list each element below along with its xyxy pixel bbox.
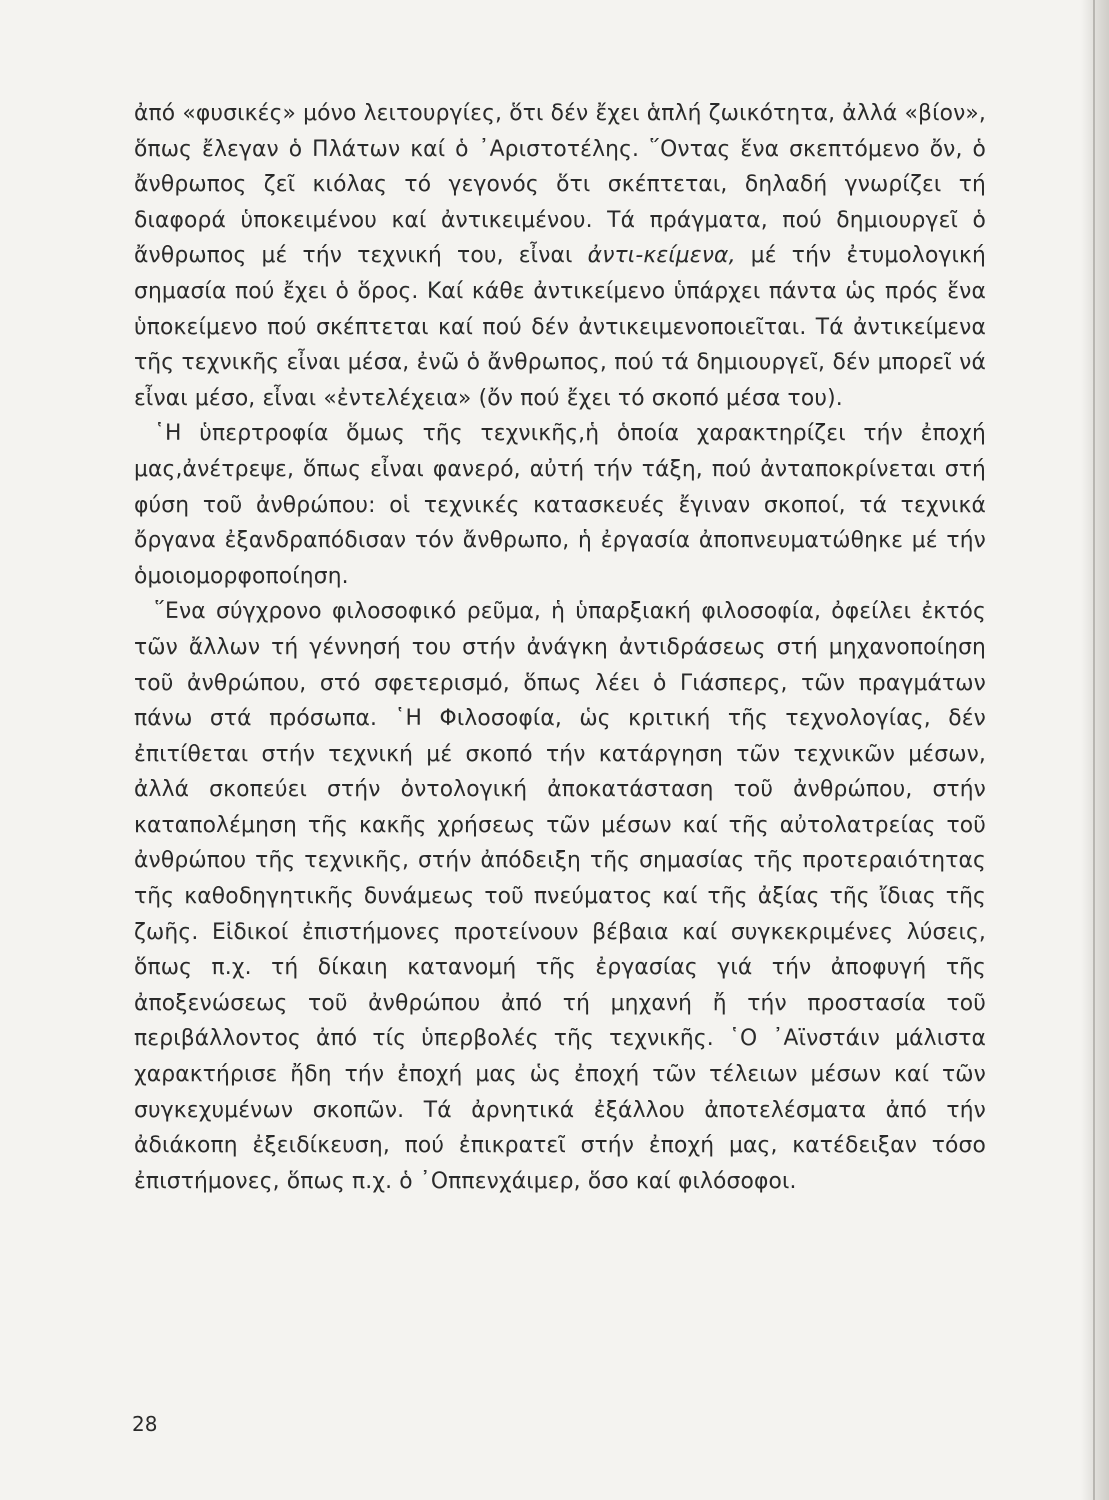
paragraph-1 bbox=[134, 96, 986, 416]
emphasis-anti-keimena: ἀντι-κείμενα, bbox=[587, 243, 736, 269]
paragraph-1-start: ἀπό «φυσικές» μόνο λειτουργίες, ὅτι δέν ἔχει ἁπλή ζωικότητα, ἀλλά «βίον», ὅπως ἔλεγαν ὁ Πλάτων καί ὁ ᾿Αριστοτέλης. ῞Οντας ἕνα σκεπτόμενο ὄν, ὁ ἄνθρωπος ζεῖ κιόλας τό γεγονός ὅτι σκέπτεται, δηλαδή γνωρίζει τή διαφορά ὑποκειμένου καί ἀντικειμένου. Τά πράγματα, πού δημιουργεῖ ὁ ἄνθρωπος μέ τήν τεχνική του, εἶναι bbox=[134, 101, 986, 269]
paragraph-1-end: μέ τήν ἐτυμολογική σημασία πού ἔχει ὁ ὅρος. Καί κάθε ἀντικείμενο ὑπάρχει πάντα ὡς πρός ἕνα ὑποκείμενο πού σκέπτεται καί πού δέν ἀντικειμενοποιεῖται. Τά ἀντικείμενα τῆς τεχνικῆς εἶναι μέσα, ἐνῶ ὁ ἄνθρωπος, πού τά δημιουργεῖ, δέν μπορεῖ νά εἶναι μέσο, εἶναι «ἐντελέχεια» (ὄν πού ἔχει τό σκοπό μέσα του). bbox=[134, 243, 986, 411]
paragraph-2: ῾Η ὑπερτροφία ὅμως τῆς τεχνικῆς,ἡ ὁποία χαρακτηρίζει τήν ἐποχή μας,ἀνέτρεψε, ὅπως εἶναι φανερό, αὐτή τήν τάξη, πού ἀνταποκρίνεται στή φύση τοῦ ἀνθρώπου: οἱ τεχνικές κατασκευές ἔγιναν σκοποί, τά τεχνικά ὄργανα ἐξανδραπόδισαν τόν ἄνθρωπο, ἡ ἐργασία ἀποπνευματώθηκε μέ τήν ὁμοιομορφοποίηση. bbox=[134, 421, 986, 589]
page-edge-line bbox=[1093, 0, 1095, 1500]
page-edge-shadow bbox=[1081, 0, 1109, 1500]
paragraph-3: ῞Ενα σύγχρονο φιλοσοφικό ρεῦμα, ἡ ὑπαρξιακή φιλοσοφία, ὀφείλει ἐκτός τῶν ἄλλων τή γέννησή του στήν ἀνάγκη ἀντιδράσεως στή μηχανοποίηση τοῦ ἀνθρώπου, στό σφετερισμό, ὅπως λέει ὁ Γιάσπερς, τῶν πραγμάτων πάνω στά πρόσωπα. ῾Η Φιλοσοφία, ὡς κριτική τῆς τεχνολογίας, δέν ἐπιτίθεται στήν τεχνική μέ σκοπό τήν κατάργηση τῶν τεχνικῶν μέσων, ἀλλά σκοπεύει στήν ὀντολογική ἀποκατάσταση τοῦ ἀνθρώπου, στήν καταπολέμηση τῆς κακῆς χρήσεως τῶν μέσων καί τῆς αὐτολατρείας τοῦ ἀνθρώπου τῆς τεχνικῆς, στήν ἀπόδειξη τῆς σημασίας τῆς προτεραιότητας τῆς καθοδηγητικῆς δυνάμεως τοῦ πνεύματος καί τῆς ἀξίας τῆς ἴδιας τῆς ζωῆς. Εἰδικοί ἐπιστήμονες προτείνουν βέβαια καί συγκεκριμένες λύσεις, ὅπως π.χ. τή δίκαιη κατανομή τῆς ἐργασίας γιά τήν ἀποφυγή τῆς ἀποξενώσεως τοῦ ἀνθρώπου ἀπό τή μηχανή ἤ τήν προστασία τοῦ περιβάλλοντος ἀπό τίς ὑπερβολές τῆς τεχνικῆς. ῾Ο ᾿Αϊνστάιν μάλιστα χαρακτήρισε ἤδη τήν ἐποχή μας ὡς ἐποχή τῶν τέλειων μέσων καί τῶν συγκεχυμένων σκοπῶν. Τά ἀρνητικά ἐξάλλου ἀποτελέσματα ἀπό τήν ἀδιάκοπη ἐξειδίκευση, πού ἐπικρατεῖ στήν ἐποχή μας, κατέδειξαν τόσο ἐπιστήμονες, ὅπως π.χ. ὁ ᾿Οππενχάιμερ, ὅσο καί φιλόσοφοι. bbox=[134, 599, 986, 1194]
page-number: 28 bbox=[132, 1412, 158, 1436]
body-text bbox=[134, 96, 986, 1199]
